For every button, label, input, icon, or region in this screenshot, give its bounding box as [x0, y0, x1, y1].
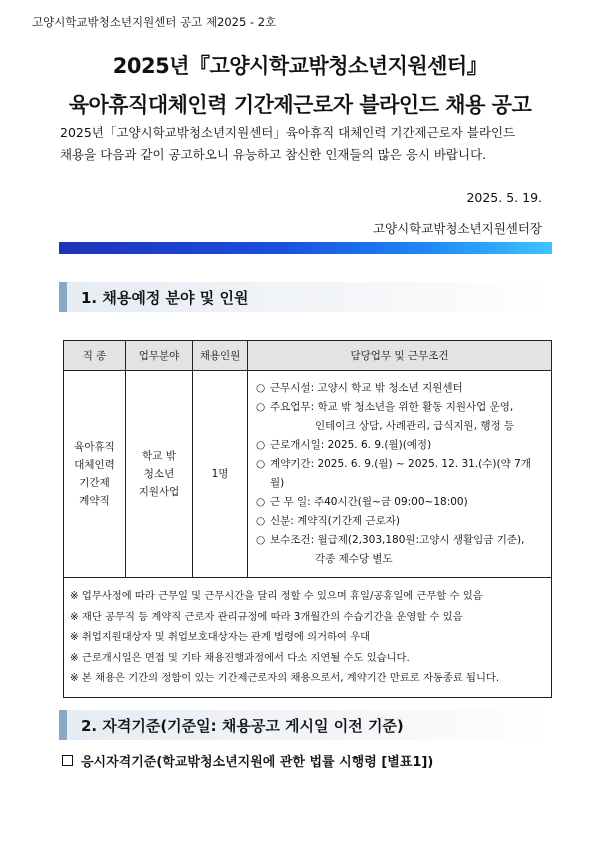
- issuer-name: 고양시학교밖청소년지원센터장: [372, 221, 542, 236]
- section2-heading: [59, 710, 552, 740]
- header-duties: 담당업무 및 근무조건: [248, 341, 552, 371]
- job-type-line: 대체인력: [74, 459, 115, 471]
- notice-date: 2025. 5. 19.: [466, 190, 542, 205]
- qualification-text: 응시자격기준(학교밖청소년지원에 관한 법률 시행령 [별표1]): [81, 755, 434, 770]
- page-title-line2: 육아휴직대체인력 기간제근로자 블라인드 채용 공고: [68, 93, 532, 117]
- qualification-item: [62, 751, 433, 770]
- notice-number: 고양시학교밖청소년지원센터 공고 제2025 - 2호: [32, 15, 277, 29]
- section1-heading: [59, 282, 552, 312]
- bullet-circle: ○: [256, 458, 266, 470]
- job-type-line: 육아휴직: [74, 441, 115, 453]
- condition-continuation: 인테이크 상담, 사례관리, 급식지원, 행정 등: [315, 420, 515, 432]
- bullet-circle: ○: [256, 382, 266, 394]
- checkbox-square-icon: [62, 755, 73, 766]
- section2-accent-bar: [59, 710, 67, 740]
- note-item: ※ 본 채용은 기간의 정함이 있는 기간제근로자의 채용으로서, 계약기간 만료로 자동종료 됩니다.: [70, 672, 500, 684]
- work-field-line: 청소년: [143, 468, 175, 480]
- note-item: ※ 취업지원대상자 및 취업보호대상자는 관계 법령에 의거하여 우대: [70, 631, 371, 643]
- gradient-divider: [59, 242, 552, 254]
- note-item: ※ 업무사정에 따라 근무일 및 근무시간을 달리 정할 수 있으며 휴일/공휴일에 근무할 수 있음: [70, 590, 483, 602]
- header-headcount: 채용인원: [193, 341, 248, 371]
- condition-item: [256, 455, 545, 493]
- intro-text-line1: 2025년「고양시학교밖청소년지원센터」육아휴직 대체인력 기간제근로자 블라인드: [60, 125, 516, 140]
- bullet-circle: ○: [256, 401, 266, 413]
- condition-text: 보수조건: 월급제(2,303,180원:고양시 생활임금 기준),: [270, 534, 525, 546]
- condition-continuation: 각종 제수당 별도: [315, 553, 393, 565]
- table-row: [64, 371, 552, 578]
- table-header-row: [64, 341, 552, 371]
- cell-duties: [248, 371, 552, 578]
- condition-item: [256, 531, 545, 550]
- bullet-circle: ○: [256, 515, 266, 527]
- condition-text: 주요업무: 학교 밖 청소년을 위한 활동 지원사업 운영,: [270, 401, 514, 413]
- notes-row: [64, 578, 552, 698]
- header-job-type: 직 종: [64, 341, 126, 371]
- condition-text: 근무시설: 고양시 학교 밖 청소년 지원센터: [270, 382, 463, 394]
- condition-text: 근 무 일: 주40시간(월~금 09:00~18:00): [270, 496, 468, 508]
- notes-cell: [64, 578, 552, 698]
- intro-text-line2: 채용을 다음과 같이 공고하오니 유능하고 참신한 인재들의 많은 응시 바랍니다.: [60, 147, 487, 162]
- note-item: ※ 근로개시일은 면접 및 기타 채용진행과정에서 다소 지연될 수도 있습니다.: [70, 651, 410, 664]
- bullet-circle: ○: [256, 439, 266, 451]
- recruitment-table: [63, 340, 552, 698]
- section2-title: 2. 자격기준(기준일: 채용공고 게시일 이전 기준): [67, 710, 552, 740]
- condition-text: 계약기간: 2025. 6. 9.(월) ~ 2025. 12. 31.(수)(약 7개월): [270, 458, 531, 489]
- condition-item: [256, 379, 545, 398]
- cell-job-type: [64, 371, 126, 578]
- work-field-line: 지원사업: [138, 486, 180, 498]
- header-work-field: 업무분야: [126, 341, 193, 371]
- section1-accent-bar: [59, 282, 67, 312]
- job-type-line: 계약직: [79, 495, 110, 507]
- job-type-line: 기간제: [79, 477, 110, 489]
- condition-text: 신분: 계약직(기간제 근로자): [270, 515, 400, 527]
- condition-item: [256, 436, 545, 455]
- condition-item: [256, 512, 545, 531]
- condition-item: [256, 398, 545, 417]
- condition-text: 근로개시일: 2025. 6. 9.(월)(예정): [270, 439, 432, 451]
- work-field-line: 학교 밖: [142, 450, 176, 462]
- bullet-circle: ○: [256, 534, 266, 546]
- section1-title: 1. 채용예정 분야 및 인원: [67, 282, 552, 312]
- page-title-line1: 2025년『고양시학교밖청소년지원센터』: [112, 54, 488, 78]
- bullet-circle: ○: [256, 496, 266, 508]
- note-item: ※ 재단 공무직 등 계약직 근로자 관리규정에 따라 3개월간의 수습기간을 운영할 수 있음: [70, 610, 463, 623]
- cell-headcount: 1명: [193, 371, 248, 578]
- cell-work-field: [126, 371, 193, 578]
- condition-item: [256, 493, 545, 512]
